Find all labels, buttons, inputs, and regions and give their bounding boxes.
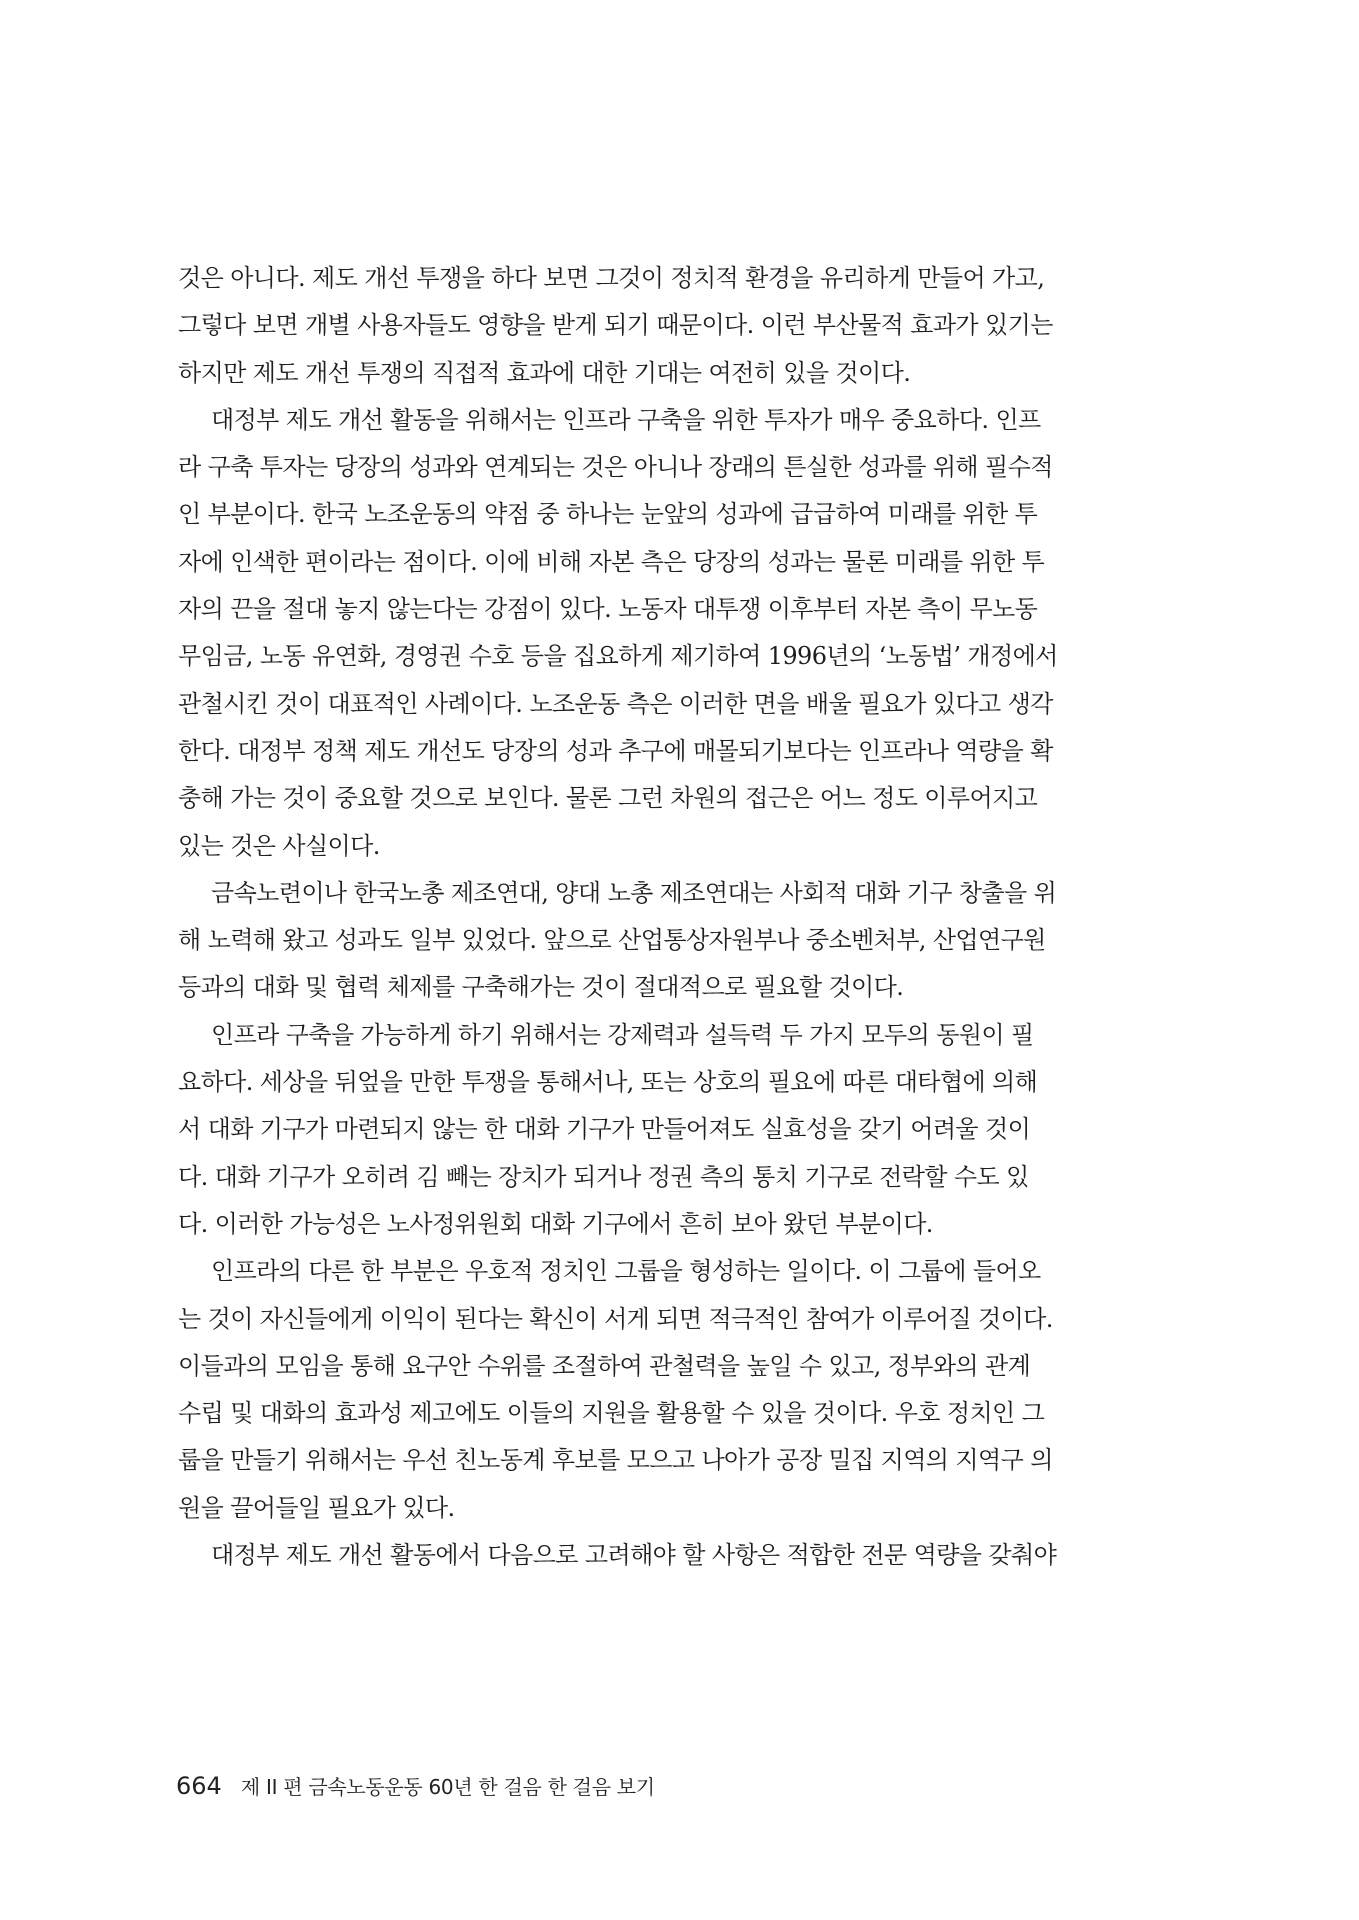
text-line: 한다. 대정부 정책 제도 개선도 당장의 성과 추구에 매몰되기보다는 인프라나 역량을 확: [178, 736, 1053, 765]
text-line: 등과의 대화 및 협력 체제를 구축해가는 것이 절대적으로 필요할 것이다.: [178, 973, 904, 1002]
text-line: 자에 인색한 편이라는 점이다. 이에 비해 자본 측은 당장의 성과는 물론 미래를 위한 투: [178, 547, 1045, 576]
text-line: 그렇다 보면 개별 사용자들도 영향을 받게 되기 때문이다. 이런 부산물적 효과가 있기는: [178, 311, 1053, 340]
text-line: 이들과의 모임을 통해 요구안 수위를 조절하여 관철력을 높일 수 있고, 정부와의 관계: [178, 1351, 1031, 1380]
paragraph-first-line: 인프라 구축을 가능하게 하기 위해서는 강제력과 설득력 두 가지 모두의 동원이 필: [211, 1020, 1034, 1049]
text-line: 다. 이러한 가능성은 노사정위원회 대화 기구에서 흔히 보아 왔던 부분이다.: [178, 1209, 933, 1238]
text-line: 요하다. 세상을 뒤엎을 만한 투쟁을 통해서나, 또는 상호의 필요에 따른 대타협에 의해: [178, 1068, 1038, 1097]
text-line: 하지만 제도 개선 투쟁의 직접적 효과에 대한 기대는 여전히 있을 것이다.: [178, 358, 911, 387]
text-line: 해 노력해 왔고 성과도 일부 있었다. 앞으로 산업통상자원부나 중소벤처부, 산업연구원: [178, 926, 1046, 955]
text-line: 룹을 만들기 위해서는 우선 친노동계 후보를 모으고 나아가 공장 밀집 지역의 지역구 의: [178, 1446, 1053, 1475]
text-line: 자의 끈을 절대 놓지 않는다는 강점이 있다. 노동자 대투쟁 이후부터 자본 측이 무노동: [178, 595, 1038, 624]
text-line: 있는 것은 사실이다.: [178, 831, 380, 860]
text-line: 서 대화 기구가 마련되지 않는 한 대화 기구가 만들어져도 실효성을 갖기 어려울 것이: [178, 1115, 1031, 1144]
paragraph-first-line: 대정부 제도 개선 활동에서 다음으로 고려해야 할 사항은 적합한 전문 역량을 갖춰야: [211, 1541, 1057, 1570]
text-line: 것은 아니다. 제도 개선 투쟁을 하다 보면 그것이 정치적 환경을 유리하게 만들어 가고,: [178, 264, 1045, 292]
text-line: 는 것이 자신들에게 이익이 된다는 확신이 서게 되면 적극적인 참여가 이루어질 것이다.: [178, 1304, 1053, 1333]
text-line: 충해 가는 것이 중요할 것으로 보인다. 물론 그런 차원의 접근은 어느 정도 이루어지고: [178, 784, 1038, 813]
text-line: 인 부분이다. 한국 노조운동의 약점 중 하나는 눈앞의 성과에 급급하여 미래를 위한 투: [178, 500, 1038, 529]
running-head: 제 II 편 금속노동운동 60년 한 걸음 한 걸음 보기: [240, 1775, 655, 1799]
text-line: 무임금, 노동 유연화, 경영권 수호 등을 집요하게 제기하여 1996년의 ‘노동법’ 개정에서: [178, 642, 1058, 671]
text-line: 관철시킨 것이 대표적인 사례이다. 노조운동 측은 이러한 면을 배울 필요가 있다고 생각: [178, 689, 1053, 718]
text-line: 다. 대화 기구가 오히려 김 빼는 장치가 되거나 정권 측의 통치 기구로 전락할 수도 있: [178, 1162, 1029, 1191]
paragraph-first-line: 인프라의 다른 한 부분은 우호적 정치인 그룹을 형성하는 일이다. 이 그룹에 들어오: [211, 1257, 1041, 1286]
page-number: 664: [176, 1772, 222, 1800]
text-line: 라 구축 투자는 당장의 성과와 연계되는 것은 아니나 장래의 튼실한 성과를 위해 필수적: [178, 453, 1053, 482]
body-text: [178, 255, 1140, 1579]
paragraph-first-line: 금속노련이나 한국노총 제조연대, 양대 노총 제조연대는 사회적 대화 기구 창출을 위: [211, 878, 1057, 907]
paragraph-first-line: 대정부 제도 개선 활동을 위해서는 인프라 구축을 위한 투자가 매우 중요하다. 인프: [211, 405, 1041, 434]
page-footer: [176, 1771, 655, 1801]
text-line: 원을 끌어들일 필요가 있다.: [178, 1493, 455, 1522]
text-line: 수립 및 대화의 효과성 제고에도 이들의 지원을 활용할 수 있을 것이다. 우호 정치인 그: [178, 1399, 1045, 1428]
